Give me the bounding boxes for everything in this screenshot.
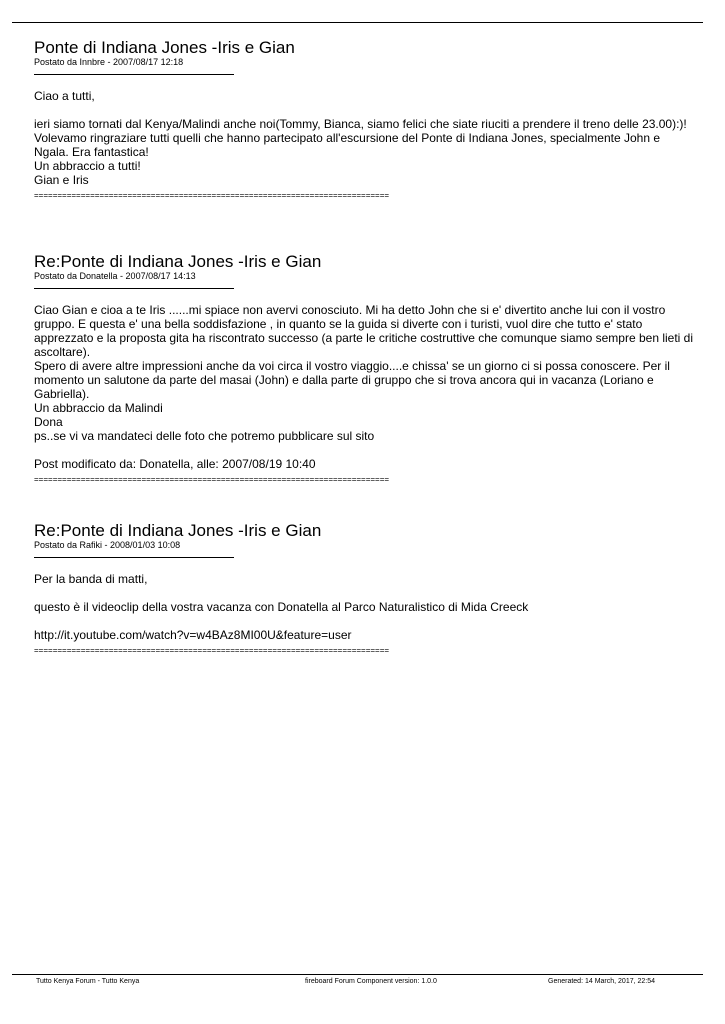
post-body (34, 89, 694, 187)
post-meta: Postato da Rafiki - 2008/01/03 10:08 (34, 540, 181, 550)
footer-rule (12, 974, 703, 975)
post-body (34, 572, 694, 642)
post-paragraph: Per la banda di matti, (34, 572, 148, 586)
meta-rule (34, 288, 234, 289)
post-separator: ============================================================================ (34, 191, 390, 200)
post-edit-note: Post modificato da: Donatella, alle: 2007/08/19 10:40 (34, 457, 316, 471)
post-paragraph: Ciao a tutti, (34, 89, 95, 103)
post-meta: Postato da Donatella - 2007/08/17 14:13 (34, 271, 196, 281)
post-title: Re:Ponte di Indiana Jones -Iris e Gian (34, 252, 322, 271)
forum-post (34, 252, 694, 485)
post-paragraph: questo è il videoclip della vostra vacanza con Donatella al Parco Naturalistico di Mida Creeck (34, 600, 529, 614)
forum-post (34, 521, 694, 656)
post-body (34, 303, 694, 471)
footer-site-name: Tutto Kenya Forum - Tutto Kenya (36, 978, 140, 985)
post-meta: Postato da Innbre - 2007/08/17 12:18 (34, 57, 184, 67)
footer-component-version: fireboard Forum Component version: 1.0.0 (305, 978, 437, 985)
post-title: Ponte di Indiana Jones -Iris e Gian (34, 38, 295, 57)
post-title: Re:Ponte di Indiana Jones -Iris e Gian (34, 521, 322, 540)
forum-post (34, 38, 694, 201)
meta-rule (34, 557, 234, 558)
video-link[interactable]: http://it.youtube.com/watch?v=w4BAz8MI00U&feature=user (34, 628, 352, 642)
top-rule (12, 22, 703, 23)
meta-rule (34, 74, 234, 75)
post-separator: ============================================================================ (34, 646, 390, 655)
post-paragraph: Ciao Gian e cioa a te Iris ......mi spiace non avervi conosciuto. Mi ha detto John che si e' divertito anche lui con il vostro gruppo. E questa e' una bella soddisfazione , in quanto se la guida si diverte con i turisti, vuol dire che tutto e' stato apprezzato e la proposta gita ha riscontrato successo (a parte le critiche costruttive che comunque siamo sempre ben lieti di ascoltare). Spero di avere altre impressioni anche da voi circa il vostro viaggio....e chissa' se un giorno ci si possa conoscere. Per il momento un salutone da parte del masai (John) e dalla parte di gruppo che si trova ancora qui in vacanza (Loriano e Gabriella). Un abbraccio da Malindi Dona ps..se vi va mandateci delle foto che potremo pubblicare sul sito (34, 303, 694, 443)
post-paragraph: ieri siamo tornati dal Kenya/Malindi anche noi(Tommy, Bianca, siamo felici che siate riuciti a prendere il treno delle 23.00):)! Volevamo ringraziare tutti quelli che hanno partecipato all'escursione del Ponte di Indiana Jones, specialmente John e Ngala. Era fantastica! Un abbraccio a tutti! Gian e Iris (34, 117, 687, 187)
post-separator: ============================================================================ (34, 475, 390, 484)
footer-generated-date: Generated: 14 March, 2017, 22:54 (548, 978, 656, 985)
